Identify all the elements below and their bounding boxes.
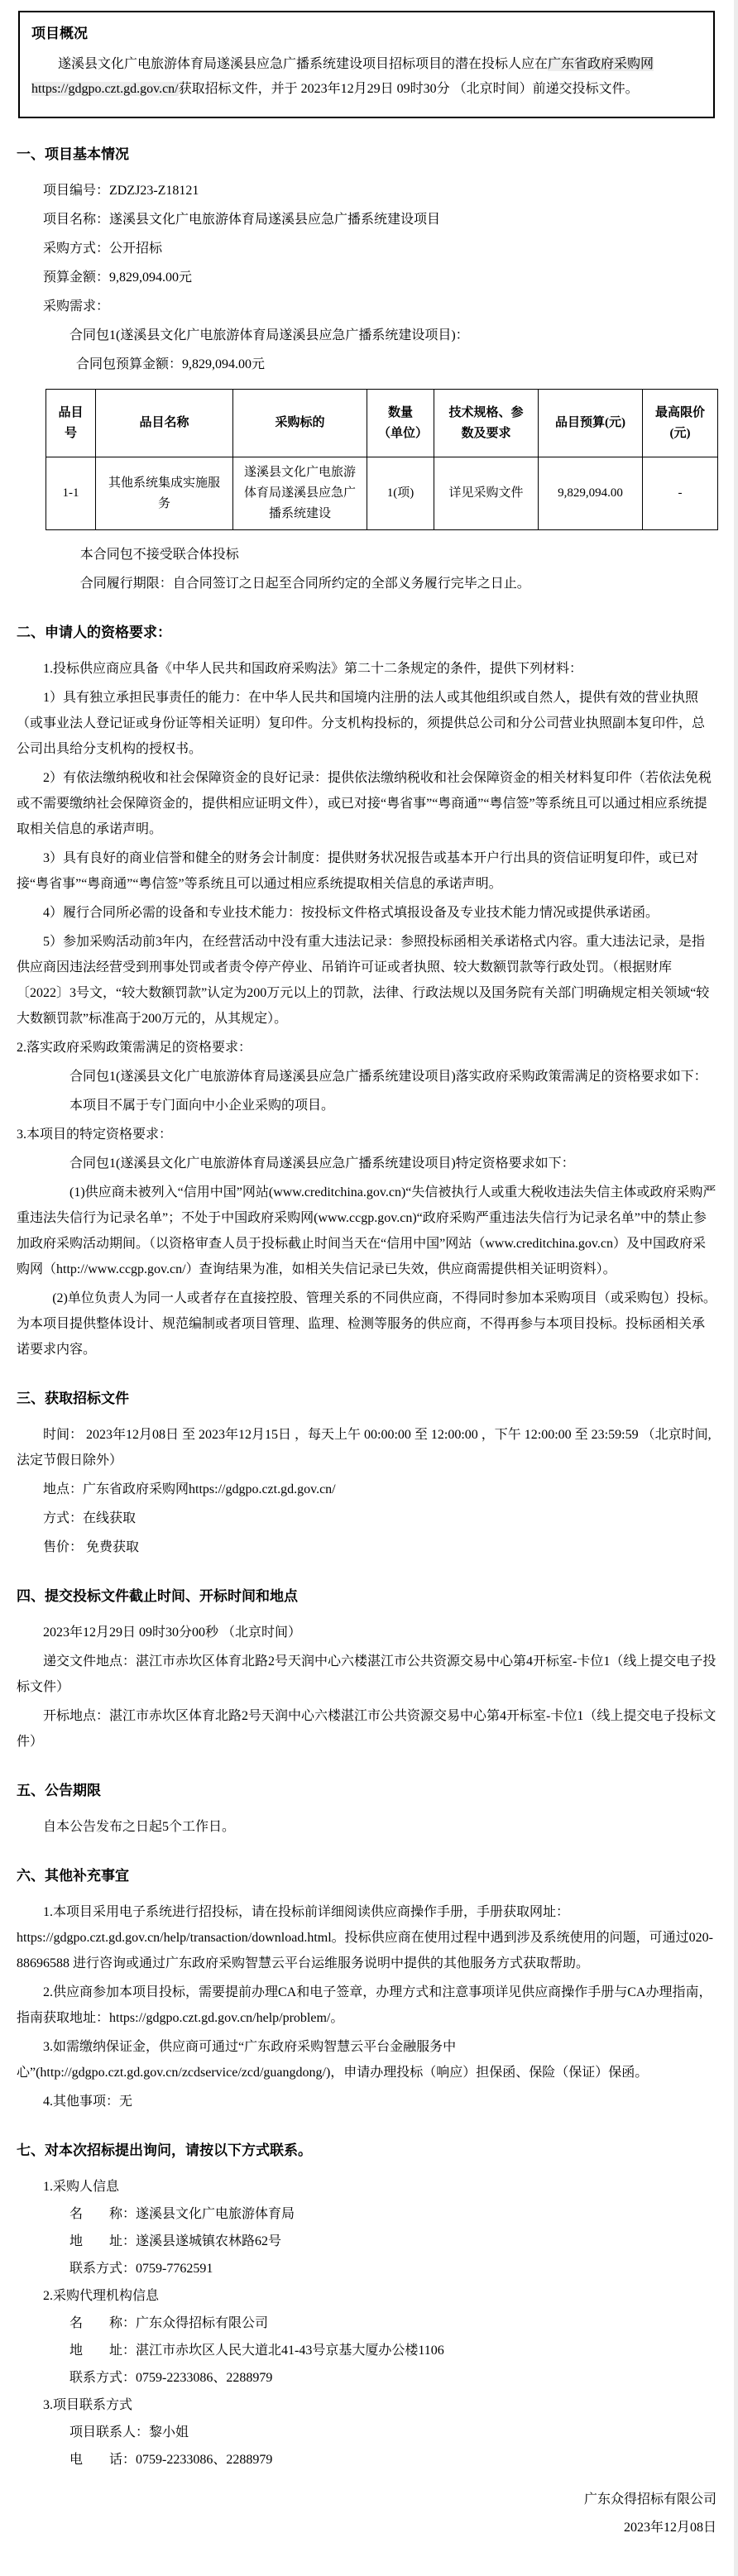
cell-item-name: 其他系统集成实施服务 xyxy=(96,457,233,530)
cell-procurement-target: 遂溪县文化广电旅游体育局遂溪县应急广播系统建设 xyxy=(233,457,367,530)
credit-record-requirement: (1)供应商未被列入“信用中国”网站(www.creditchina.gov.cn)“失信被执行人或重大税收违法失信主体或政府采购严重违法失信行为记录名单”；不处于中国政府采购网(www.ccgp.gov.cn)“政府采购严重违法失信行为记录名单”中的禁止参加政府采购活动期间。（以资格审查人员于投标截止时间当天在“信用中国”网站（www.creditchina.gov.cn）及中国政府采购网（http://www.ccgp.gov.cn/）查询结果为准，如相关失信记录已失效，供应商需提供相关证明资料）。 xyxy=(17,1185,716,1276)
overview-title: 项目概况 xyxy=(31,26,88,41)
obtain-price-line: 售价： 免费获取 xyxy=(43,1540,140,1554)
contract-period-note: 合同履行期限：自合同签订之日起至合同所约定的全部义务履行完毕之日止。 xyxy=(79,577,530,591)
purchaser-name-line: 名 称：遂溪县文化广电旅游体育局 xyxy=(69,2207,295,2221)
no-consortium-note: 本合同包不接受联合体投标 xyxy=(79,548,239,562)
agency-phone-line: 联系方式：0759-2233086、2288979 xyxy=(69,2371,273,2385)
announcement-period-line: 自本公告发布之日起5个工作日。 xyxy=(43,1820,236,1834)
same-responsible-person-rule: (2)单位负责人为同一人或者存在直接控股、管理关系的不同供应商，不得同时参加本采购项目（或采购包）投标。为本项目提供整体设计、规范编制或者项目管理、监理、检测等服务的供应商，不得再参与本项目投标。投标函相关承诺要求内容。 xyxy=(17,1291,716,1357)
table-header-row xyxy=(46,390,718,457)
project-number-line: 项目编号：ZDZJ23-Z18121 xyxy=(43,184,199,198)
qualification-paragraph: 4）履行合同所必需的设备和专业技术能力：按投标文件格式填报设备及专业技术能力情况或提供承诺函。 xyxy=(43,906,659,920)
purchaser-address-line: 地 址：遂溪县遂城镇农林路62号 xyxy=(69,2234,282,2248)
items-table xyxy=(46,389,718,530)
section-title-qualification: 二、申请人的资格要求： xyxy=(17,625,171,640)
other-matters-paragraph: 2.供应商参加本项目投标，需要提前办理CA和电子签章，办理方式和注意事项详见供应商操作手册与CA办理指南，指南获取地址：https://gdgpo.czt.gd.gov.cn/help/problem/。 xyxy=(17,1985,712,2025)
other-matters-paragraph: 3.如需缴纳保证金，供应商可通过“广东政府采购智慧云平台金融服务中心”(http://gdgpo.czt.gd.gov.cn/zcdservice/zcd/guangdong/)，申请办理投标（响应）担保函、保险（保证）保函。 xyxy=(17,2040,649,2080)
policy-requirement-heading: 2.落实政府采购政策需满足的资格要求： xyxy=(17,1041,252,1055)
section-title-deadline-opening: 四、提交投标文件截止时间、开标时间和地点 xyxy=(17,1588,298,1604)
col-header-max-price: 最高限价(元) xyxy=(643,390,718,457)
qualification-paragraph: 2）有依法缴纳税收和社会保障资金的良好记录：提供依法缴纳税收和社会保障资金的相关材料复印件（若依法免税或不需要缴纳社会保障资金的，提供相应证明文件），或已对接“粤省事”“粤商通”“粤信签”等系统且可以通过相应系统提取相关信息的承诺声明。 xyxy=(17,771,712,836)
col-header-item-budget: 品目预算(元) xyxy=(539,390,643,457)
project-name-line: 项目名称：遂溪县文化广电旅游体育局遂溪县应急广播系统建设项目 xyxy=(43,213,441,227)
col-header-item-no: 品目号 xyxy=(46,390,96,457)
section-title-other-matters: 六、其他补充事宜 xyxy=(17,1868,129,1884)
obtain-place-line: 地点：广东省政府采购网https://gdgpo.czt.gd.gov.cn/ xyxy=(43,1482,336,1496)
policy-requirement-note: 本项目不属于专门面向中小企业采购的项目。 xyxy=(69,1099,335,1113)
purchaser-info-heading: 1.采购人信息 xyxy=(43,2180,120,2194)
signature-block xyxy=(17,2487,716,2541)
other-matters-paragraph: 1.本项目采用电子系统进行招投标，请在投标前详细阅读供应商操作手册，手册获取网址：https://gdgpo.czt.gd.gov.cn/help/transaction/download.html。投标供应商在使用过程中遇到涉及系统使用的问题，可通过020-88696588 进行咨询或通过广东政府采购智慧云平台运维服务说明中提供的其他服务方式获取帮助。 xyxy=(17,1905,714,1970)
opening-place-line: 开标地点：湛江市赤坎区体育北路2号天润中心六楼湛江市公共资源交易中心第4开标室-卡位1（线上提交电子投标文件） xyxy=(17,1709,716,1749)
overview-paragraph xyxy=(31,52,700,102)
qualification-paragraph: 1.投标供应商应具备《中华人民共和国政府采购法》第二十二条规定的条件，提供下列材料： xyxy=(43,662,583,676)
project-contact-person-line: 项目联系人：黎小姐 xyxy=(69,2425,189,2440)
deadline-datetime-line: 2023年12月29日 09时30分00秒 （北京时间） xyxy=(43,1626,302,1640)
section-title-announcement-period: 五、公告期限 xyxy=(17,1783,101,1798)
section-title-basic-info: 一、项目基本情况 xyxy=(17,146,129,162)
specific-requirement-package: 合同包1(遂溪县文化广电旅游体育局遂溪县应急广播系统建设项目)特定资格要求如下： xyxy=(69,1156,575,1171)
purchaser-phone-line: 联系方式：0759-7762591 xyxy=(69,2262,213,2276)
other-matters-paragraph: 4.其他事项：无 xyxy=(43,2095,133,2109)
page-edge-strip xyxy=(734,0,738,2576)
col-header-quantity: 数量（单位） xyxy=(367,390,434,457)
section-title-obtain-documents: 三、获取招标文件 xyxy=(17,1391,129,1406)
procurement-method-line: 采购方式：公开招标 xyxy=(43,242,163,256)
project-contact-phone-line: 电 话：0759-2233086、2288979 xyxy=(69,2453,273,2467)
signature-date: 2023年12月08日 xyxy=(623,2521,716,2535)
col-header-procurement-target: 采购标的 xyxy=(233,390,367,457)
section-title-contact: 七、对本次招标提出询问，请按以下方式联系。 xyxy=(17,2143,312,2158)
qualification-paragraph: 5）参加采购活动前3年内，在经营活动中没有重大违法记录：参照投标函相关承诺格式内容。重大违法记录，是指供应商因违法经营受到刑事处罚或者责令停产停业、吊销许可证或者执照、较大数额罚款等行政处罚。（根据财库〔2022〕3号文，“较大数额罚款”认定为200万元以上的罚款，法律、行政法规以及国务院有关部门明确规定相关领域“较大数额罚款”标准高于200万元的，从其规定）。 xyxy=(17,935,710,1026)
obtain-method-line: 方式：在线获取 xyxy=(43,1511,137,1525)
budget-amount-line: 预算金额：9,829,094.00元 xyxy=(43,271,193,285)
cell-tech-spec: 详见采购文件 xyxy=(434,457,539,530)
specific-requirement-heading: 3.本项目的特定资格要求： xyxy=(17,1128,173,1142)
overview-text-post: 获取招标文件，并于 2023年12月29日 09时30分 （北京时间）前递交投标文件。 xyxy=(178,82,639,96)
contract-package-line: 合同包1(遂溪县文化广电旅游体育局遂溪县应急广播系统建设项目)： xyxy=(69,328,469,342)
policy-requirement-package: 合同包1(遂溪县文化广电旅游体育局遂溪县应急广播系统建设项目)落实政府采购政策需满足的资格要求如下： xyxy=(69,1070,707,1084)
qualification-paragraph: 3）具有良好的商业信誉和健全的财务会计制度：提供财务状况报告或基本开户行出具的资信证明复印件，或已对接“粤省事”“粤商通”“粤信签”等系统且可以通过相应系统提取相关信息的承诺声明。 xyxy=(17,851,699,891)
agency-address-line: 地 址：湛江市赤坎区人民大道北41-43号京基大厦办公楼1106 xyxy=(69,2344,444,2358)
agency-info-heading: 2.采购代理机构信息 xyxy=(43,2289,160,2303)
cell-max-price: - xyxy=(643,457,718,530)
procurement-site-link[interactable]: 广东省政府采购网https://gdgpo.czt.gd.gov.cn/ xyxy=(31,57,654,96)
col-header-tech-spec: 技术规格、参数及要求 xyxy=(434,390,539,457)
table-row xyxy=(46,457,718,530)
col-header-item-name: 品目名称 xyxy=(96,390,233,457)
cell-quantity: 1(项) xyxy=(367,457,434,530)
signature-company: 广东众得招标有限公司 xyxy=(583,2492,716,2507)
contract-package-budget-line: 合同包预算金额：9,829,094.00元 xyxy=(76,357,266,371)
overview-text-pre: 遂溪县文化广电旅游体育局遂溪县应急广播系统建设项目招标项目的潜在投标人应在 xyxy=(58,57,549,71)
qualification-paragraph: 1）具有独立承担民事责任的能力：在中华人民共和国境内注册的法人或其他组织或自然人，提供有效的营业执照（或事业法人登记证或身份证等相关证明）复印件。分支机构投标的，须提供总公司和分公司营业执照副本复印件，总公司出具给分支机构的授权书。 xyxy=(17,691,706,756)
cell-item-budget: 9,829,094.00 xyxy=(539,457,643,530)
submission-place-line: 递交文件地点：湛江市赤坎区体育北路2号天润中心六楼湛江市公共资源交易中心第4开标室-卡位1（线上提交电子投标文件） xyxy=(17,1654,716,1694)
project-overview-box xyxy=(18,11,715,118)
project-contact-heading: 3.项目联系方式 xyxy=(43,2398,133,2412)
procurement-demand-line: 采购需求： xyxy=(43,299,110,314)
cell-item-no: 1-1 xyxy=(46,457,96,530)
obtain-time-line: 时间： 2023年12月08日 至 2023年12月15日 ，每天上午 00:00:00 至 12:00:00 ，下午 12:00:00 至 23:59:59 （北京时间,法定节假日除外） xyxy=(17,1428,712,1468)
agency-name-line: 名 称：广东众得招标有限公司 xyxy=(69,2316,269,2330)
